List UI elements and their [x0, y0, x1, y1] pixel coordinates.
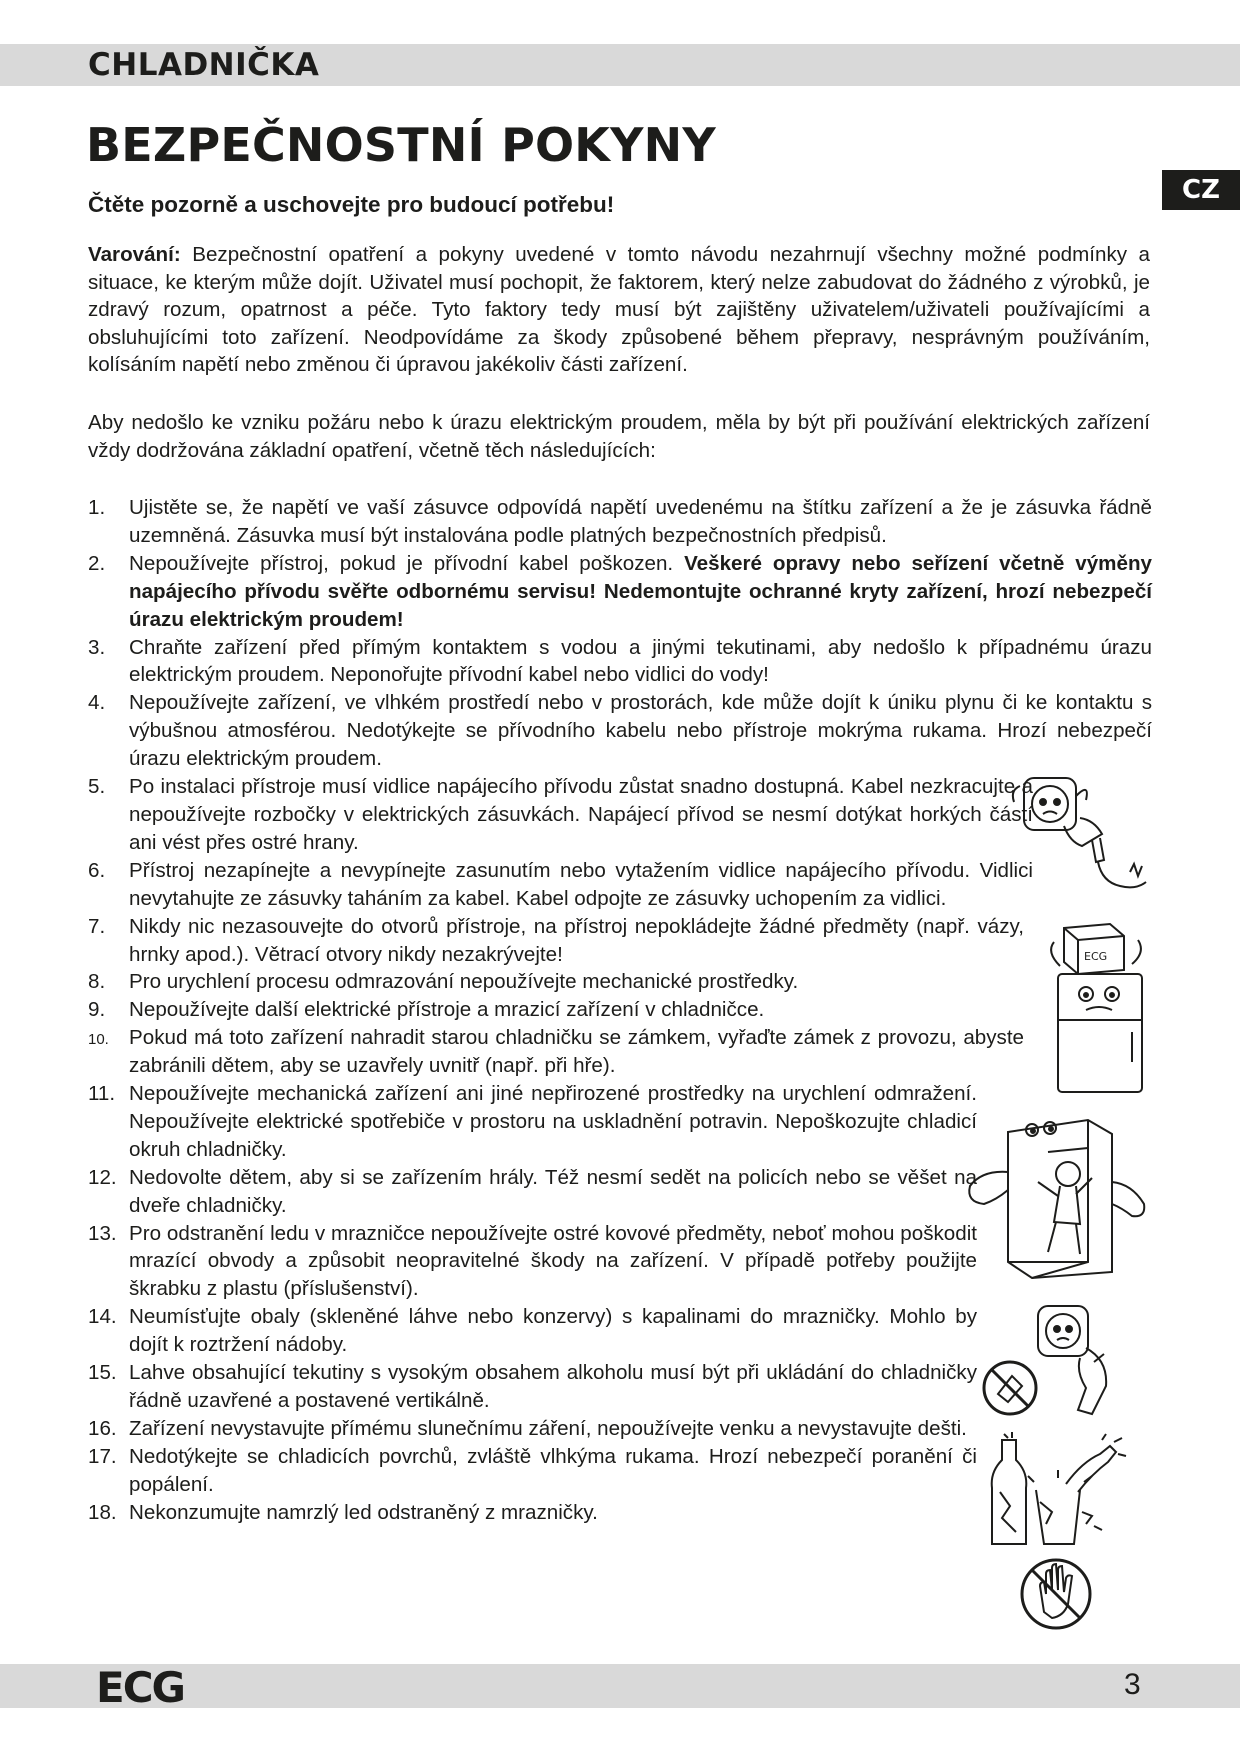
- item-number: 2.: [88, 551, 106, 575]
- list-item: [88, 996, 1024, 1024]
- list-item: [88, 1164, 977, 1220]
- intro-paragraph: Aby nedošlo ke vzniku požáru nebo k úrazu elektrickým proudem, měla by být při používání elektrických zařízení vždy dodržována základní opatření, včetně těch následujících:: [88, 411, 1150, 462]
- list-item: [88, 1220, 977, 1304]
- item-bold-text: Veškeré opravy nebo seřízení včetně výměny napájecího přívodu svěřte odbornému servisu! Nedemontujte ochranné kryty zařízení, hrozí nebezpečí úrazu elektrickým proudem!: [129, 551, 1152, 631]
- item-text: Nepoužívejte zařízení, ve vlhkém prostředí nebo v prostorách, kde může dojít k úniku plynu či ke kontaktu s výbušnou atmosférou. Nedotýkejte se přívodního kabelu nebo přístroje mokrýma rukama. Hrozí nebezpečí úrazu elektrickým proudem.: [129, 691, 1152, 771]
- page-title: BEZPEČNOSTNÍ POKYNY: [86, 118, 716, 172]
- list-item: [88, 857, 1033, 913]
- list-item: [88, 1415, 977, 1443]
- subtitle: Čtěte pozorně a uschovejte pro budoucí potřebu!: [88, 192, 615, 217]
- item-number: 14.: [88, 1305, 117, 1329]
- item-text: Přístroj nezapínejte a nevypínejte zasunutím nebo vytažením vidlice napájecího přívodu. Vidlici nevytahujte ze zásuvky taháním za kabel. Kabel odpojte ze zásuvky uchopením za vidlici.: [129, 858, 1033, 910]
- item-number: 6.: [88, 858, 106, 882]
- item-text: Pro odstranění ledu v mrazničce nepoužívejte ostré kovové předměty, neboť mohou poškodit mrazící obvody a způsobit neopravitelné škody na zařízení. V případě potřeby použijte škrabku z plastu (příslušenství).: [129, 1221, 977, 1301]
- list-item: [88, 1443, 977, 1499]
- fridge-with-box-illustration: [1040, 922, 1155, 1098]
- item-text: Ujistěte se, že napětí ve vaší zásuvce odpovídá napětí uvedenému na štítku zařízení a že je zásuvka řádně uzemněná. Zásuvka musí být instalována podle platných bezpečnostních předpisů.: [129, 496, 1152, 547]
- item-number: 11.: [88, 1082, 116, 1106]
- item-text: Chraňte zařízení před přímým kontaktem s vodou a jinými tekutinami, aby nedošlo k případnému úrazu elektrickým proudem. Neponořujte přívodní kabel nebo vidlici do vody!: [129, 635, 1152, 687]
- list-item: [88, 968, 1024, 996]
- list-item: [88, 773, 1033, 857]
- warning-text: Bezpečnostní opatření a pokyny uvedené v tomto návodu nezahrnují všechny možné podmínky a situace, ke kterým může dojít. Uživatel musí pochopit, že faktorem, který nelze zabudovat do žádného z výrobků, je zdravý rozum, opatrnost a péče. Tyto faktory tedy musí být zajištěny uživatelem/uživateli používajícími a obsluhujícími toto zařízení. Neodpovídáme za škody způsobené během přepravy, nesprávným používáním, kolísáním napětí nebo změnou či úpravou jakékoliv části zařízení.: [88, 243, 1150, 377]
- item-text: Nedotýkejte se chladicích povrchů, zvláště vlhkýma rukama. Hrozí nebezpečí poranění či popálení.: [129, 1444, 977, 1496]
- item-text: Pokud má toto zařízení nahradit starou chladničku se zámkem, vyřaďte zámek z provozu, abyste zabránili dětem, aby se uzavřely uvnitř (např. při hře).: [129, 1026, 1024, 1078]
- item-number: 3.: [88, 635, 106, 659]
- item-number: 12.: [88, 1165, 117, 1189]
- ecg-logo: ECG: [96, 1663, 184, 1712]
- box-label: ECG: [1084, 950, 1108, 963]
- list-item: [88, 550, 1152, 634]
- prohibited-hand-icon: [1018, 1556, 1094, 1632]
- list-item: [88, 634, 1152, 690]
- list-item: [88, 494, 1152, 550]
- child-on-fridge-door-illustration: [962, 1112, 1154, 1282]
- language-tab: CZ: [1162, 170, 1240, 210]
- item-text: Nepoužívejte přístroj, pokud je přívodní kabel poškozen.: [129, 551, 685, 575]
- item-number: 8.: [88, 970, 106, 994]
- item-number: 13.: [88, 1221, 117, 1245]
- list-item: [88, 1359, 977, 1415]
- item-number: 17.: [88, 1444, 117, 1468]
- item-number: 7.: [88, 914, 106, 938]
- item-number: 5.: [88, 775, 106, 799]
- item-number: 15.: [88, 1361, 117, 1385]
- footer-bar: [0, 1663, 1240, 1712]
- item-text: Po instalaci přístroje musí vidlice napájecího přívodu zůstat snadno dostupná. Kabel nezkracujte a nepoužívejte rozbočky v elektrických zásuvkách. Napájecí přívod se nesmí dotýkat horkých částí ani vést přes ostré hrany.: [129, 775, 1033, 854]
- item-number: 10.: [88, 1031, 109, 1049]
- list-item: [88, 1080, 977, 1164]
- list-item: [88, 913, 1024, 969]
- item-number: 9.: [88, 998, 106, 1022]
- item-number: 1.: [88, 496, 106, 519]
- list-item: [88, 1303, 977, 1359]
- list-item: [88, 1499, 977, 1527]
- item-text: Nikdy nic nezasouvejte do otvorů přístroje, na přístroj nepokládejte žádné předměty (např. vázy, hrnky apod.). Větrací otvory nikdy nezakrývejte!: [129, 914, 1024, 966]
- section-title: CHLADNIČKA: [88, 47, 320, 83]
- item-text: Pro urychlení procesu odmrazování nepoužívejte mechanické prostředky.: [129, 970, 799, 994]
- list-item: [88, 1024, 1024, 1080]
- header-bar: [0, 44, 1240, 86]
- item-text: Nekonzumujte namrzlý led odstraněný z mrazničky.: [129, 1500, 598, 1524]
- item-text: Nedovolte dětem, aby si se zařízením hrály. Též nesmí sedět na policích nebo se věšet na dveře chladničky.: [129, 1165, 977, 1217]
- broken-bottles-illustration: [982, 1432, 1127, 1552]
- warning-label: Varování:: [88, 243, 181, 266]
- item-text: Nepoužívejte mechanická zařízení ani jiné nepřirozené prostředky na urychlení odmražení. Nepoužívejte elektrické spotřebiče v prostoru na uskladnění potravin. Nepoškozujte chladicí okruh chladničky.: [129, 1082, 977, 1161]
- warning-paragraph: [88, 241, 1150, 379]
- no-touch-socket-illustration: [982, 1302, 1122, 1422]
- item-number: 4.: [88, 691, 106, 715]
- socket-plug-illustration: [1010, 772, 1160, 906]
- item-number: 16.: [88, 1416, 117, 1440]
- page-number: 3: [1124, 1668, 1141, 1701]
- item-text: Lahve obsahující tekutiny s vysokým obsahem alkoholu musí být při ukládání do chladničky řádně uzavřené a postavené vertikálně.: [129, 1361, 977, 1412]
- list-item: [88, 689, 1152, 773]
- item-text: Neumísťujte obaly (skleněné láhve nebo konzervy) s kapalinami do mrazničky. Mohlo by dojít k roztržení nádoby.: [129, 1305, 977, 1357]
- item-number: 18.: [88, 1500, 117, 1524]
- item-text: Zařízení nevystavujte přímému slunečnímu záření, nepoužívejte venku a nevystavujte dešti.: [129, 1416, 967, 1440]
- item-text: Nepoužívejte další elektrické přístroje a mrazicí zařízení v chladničce.: [129, 998, 765, 1022]
